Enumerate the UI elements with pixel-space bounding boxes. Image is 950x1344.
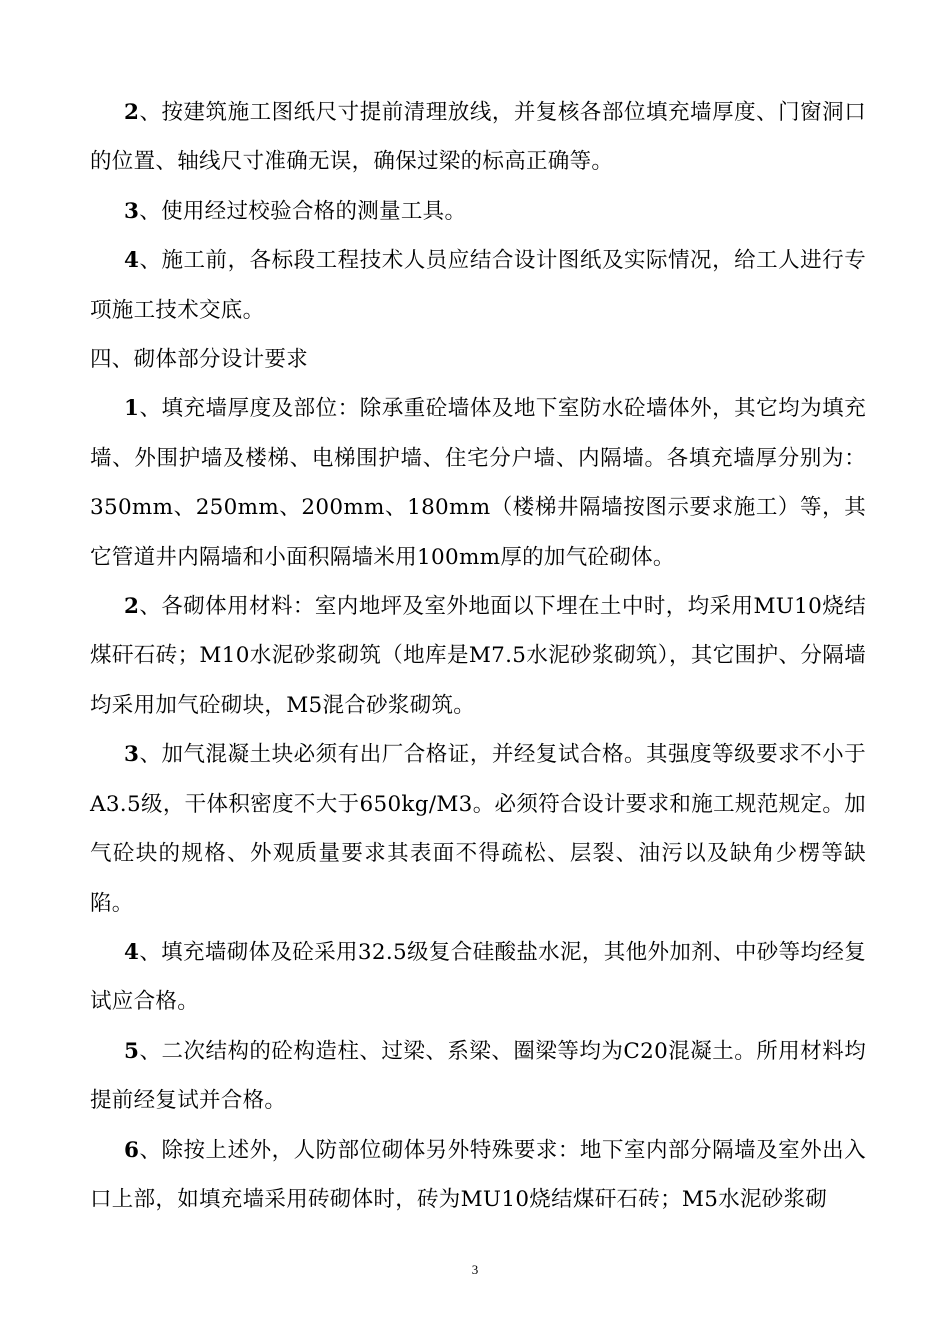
document-body <box>90 88 866 1224</box>
item-text: 、除按上述外，人防部位砌体另外特殊要求：地下室内部分隔墙及室外出入口上部，如填充墙采用砖砌体时，砖为MU10烧结煤矸石砖；M5水泥砂浆砌 <box>90 1137 866 1212</box>
item-text: 、使用经过校验合格的测量工具。 <box>139 198 467 224</box>
item-text: 、各砌体用材料：室内地坪及室外地面以下埋在土中时，均采用MU10烧结煤矸石砖；M10水泥砂浆砌筑（地库是M7.5水泥砂浆砌筑），其它围护、分隔墙均采用加气砼砌块，M5混合砂浆砌筑。 <box>90 594 866 718</box>
item-number: 6 <box>124 1137 140 1163</box>
section-heading: 四、砌体部分设计要求 <box>90 347 309 373</box>
list-item <box>90 582 866 730</box>
list-item <box>90 1126 866 1225</box>
list-item <box>90 1027 866 1126</box>
list-item <box>90 928 866 1027</box>
item-text: 、按建筑施工图纸尺寸提前清理放线，并复核各部位填充墙厚度、门窗洞口的位置、轴线尺寸准确无误，确保过梁的标高正确等。 <box>90 100 866 175</box>
list-item <box>90 730 866 928</box>
item-number: 2 <box>124 594 140 620</box>
item-number: 4 <box>124 248 140 274</box>
page-number: 3 <box>471 1262 479 1277</box>
item-text: 、填充墙厚度及部位：除承重砼墙体及地下室防水砼墙体外，其它均为填充墙、外围护墙及楼梯、电梯围护墙、住宅分户墙、内隔墙。各填充墙厚分别为：350mm、250mm、200mm、180mm（楼梯井隔墙按图示要求施工）等，其它管道井内隔墙和小面积隔墙米用100mm厚的加气砼砌体。 <box>90 396 866 570</box>
list-item <box>90 236 866 335</box>
item-number: 4 <box>124 939 140 965</box>
item-text: 、加气混凝土块必须有出厂合格证，并经复试合格。其强度等级要求不小于A3.5级，干体积密度不大于650kg/M3。必须符合设计要求和施工规范规定。加气砼块的规格、外观质量要求其表面不得疏松、层裂、油污以及缺角少楞等缺陷。 <box>90 742 866 916</box>
list-item <box>90 187 866 236</box>
item-text: 、施工前，各标段工程技术人员应结合设计图纸及实际情况，给工人进行专项施工技术交底。 <box>90 248 866 323</box>
item-number: 2 <box>124 100 140 125</box>
item-number: 3 <box>124 742 140 768</box>
item-text: 、二次结构的砼构造柱、过梁、系梁、圈梁等均为C20混凝土。所用材料均提前经复试并合格。 <box>90 1038 866 1114</box>
list-item <box>90 384 866 582</box>
item-number: 1 <box>124 396 140 422</box>
item-number: 5 <box>124 1038 140 1064</box>
item-number: 3 <box>124 198 140 224</box>
list-item <box>90 88 866 187</box>
item-text: 、填充墙砌体及砼采用32.5级复合硅酸盐水泥，其他外加剂、中砂等均经复试应合格。 <box>90 939 866 1015</box>
